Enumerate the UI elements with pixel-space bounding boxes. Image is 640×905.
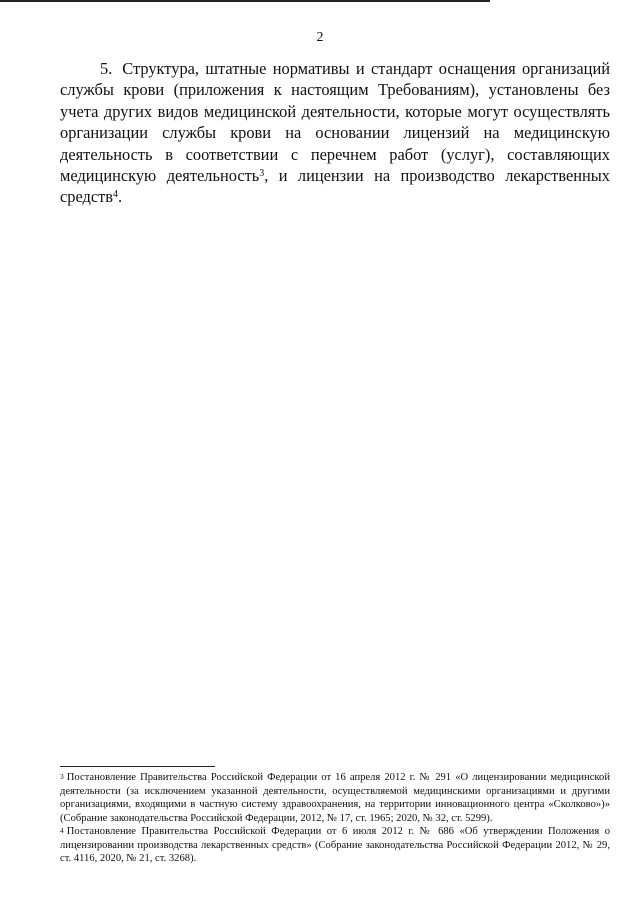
footnote-4	[60, 825, 610, 866]
footnotes	[60, 771, 610, 866]
footnote-separator	[60, 766, 215, 767]
footnote-ref-3: 3	[259, 168, 265, 180]
item-number: 5.	[100, 59, 113, 78]
footnote-3	[60, 771, 610, 825]
paragraph-text-continued: , и лицензии на производство лекарственных средств	[60, 166, 611, 207]
page-number: 2	[316, 30, 324, 45]
footnote-mark: 4	[60, 826, 64, 835]
footnote-mark: 3	[60, 772, 64, 781]
paragraph-5	[60, 58, 610, 208]
footnote-ref-4: 4	[113, 189, 119, 201]
footnote-text: Постановление Правительства Российской Федерации от 6 июля 2012 г. № 686 «Об утверждении Положения о лицензировании производства лекарственных средств» (Собрание законодательства Российской Федерации 2012, № 29, ст. 4116, 2020, № 21, ст. 3268).	[60, 826, 610, 864]
paragraph-text-end: .	[118, 187, 123, 207]
top-border-line	[0, 0, 490, 2]
paragraph-text: Структура, штатные нормативы и стандарт оснащения организаций службы крови (приложения к настоящим Требованиям), установлены без учета других видов медицинской деятельности, которые могут осуществлять организации службы крови на основании лицензий на медицинскую деятельность в соответствии с перечнем работ (услуг), составляющих медицинскую деятельность	[60, 59, 610, 186]
footnote-text: Постановление Правительства Российской Федерации от 16 апреля 2012 г. № 291 «О лицензировании медицинской деятельности (за исключением указанной деятельности, осуществляемой медицинскими организациями и другими организациями, входящими в частную систему здравоохранения, на территории инновационного центра «Сколково»)» (Собрание законодательства Российской Федерации, 2012, № 17, ст. 1965; 2020, № 32, ст. 5299).	[60, 772, 610, 824]
